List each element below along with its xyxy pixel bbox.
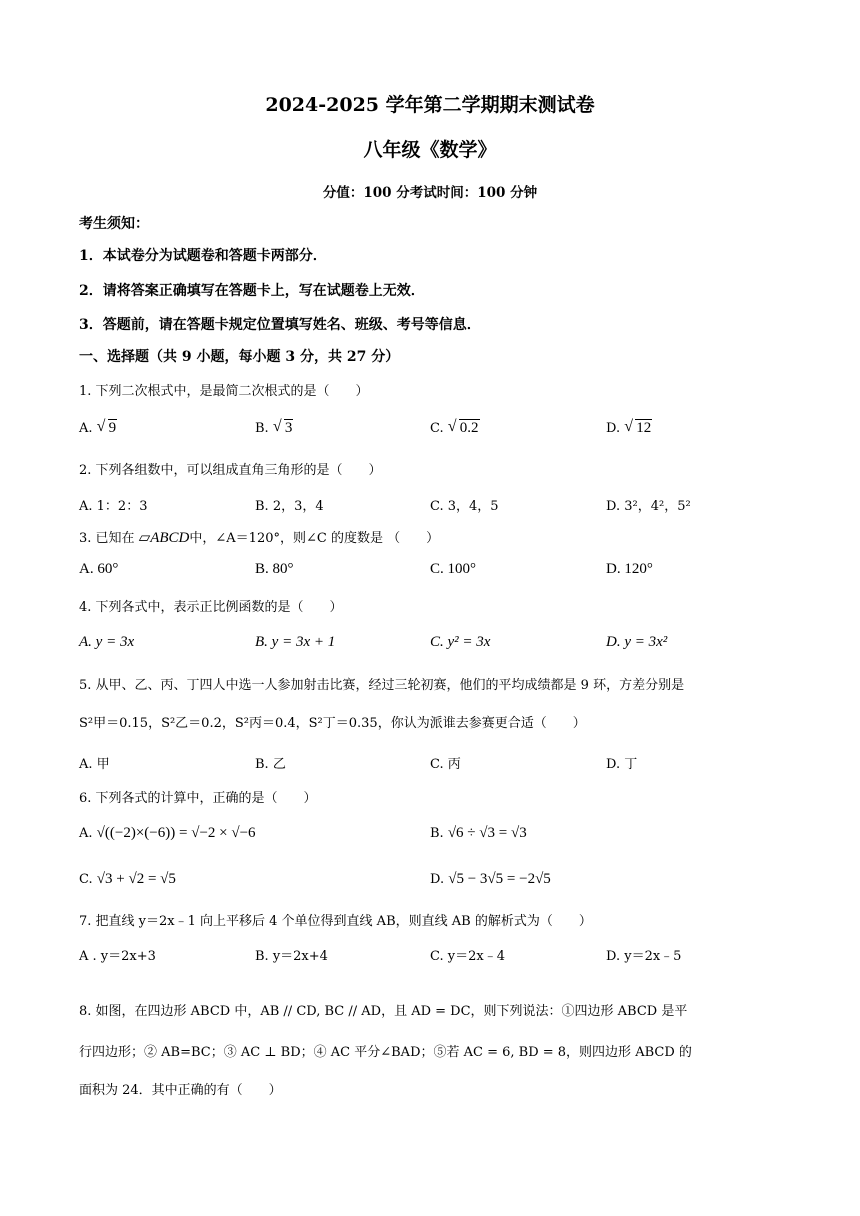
q7-option-a: A . y＝2x+3	[79, 949, 156, 964]
q5-option-c: C. 丙	[430, 757, 461, 772]
notice-item-3: 3．答题前，请在答题卡规定位置填写姓名、班级、考号等信息．	[79, 317, 481, 333]
section-heading: 一、选择题（共 9 小题，每小题 3 分，共 27 分）	[79, 349, 400, 365]
q2-option-c: C. 3，4，5	[430, 499, 499, 514]
q2-option-d: D. 3²，4²，5²	[606, 499, 691, 514]
question-7-stem: 7. 把直线 y＝2x﹣1 向上平移后 4 个单位得到直线 AB，则直线 AB 的解析式为（ ）	[79, 914, 592, 929]
sqrt-symbol: √ 9	[96, 418, 117, 436]
q4-option-b: B. y = 3x + 1	[255, 634, 336, 650]
q4-option-a: A. y = 3x	[79, 634, 135, 650]
q7-option-b: B. y＝2x+4	[255, 949, 328, 964]
q6-option-b: B. √6 ÷ √3 = √3	[430, 825, 527, 841]
q6-option-d: D. √5 − 3√5 = −2√5	[430, 871, 551, 887]
exam-subtitle: 八年级《数学》	[363, 139, 497, 161]
q3-option-a: A. 60°	[79, 561, 119, 577]
q2-option-a: A. 1：2：3	[79, 499, 148, 514]
exam-meta: 分值：100 分考试时间：100 分钟	[322, 185, 538, 201]
question-6-stem: 6. 下列各式的计算中，正确的是（ ）	[79, 791, 317, 806]
question-3-stem: 3. 已知在 ▱ABCD中，∠A＝120°，则∠C 的度数是 （ ）	[79, 530, 440, 546]
question-1-stem: 1. 下列二次根式中，是最简二次根式的是（ ）	[79, 384, 369, 399]
notice-item-1: 1．本试卷分为试题卷和答题卡两部分．	[79, 248, 327, 264]
q3-option-d: D. 120°	[606, 561, 653, 577]
q5-option-d: D. 丁	[606, 757, 638, 772]
question-8-line-1: 8. 如图，在四边形 ABCD 中，AB // CD, BC // AD，且 AD = DC，则下列说法：①四边形 ABCD 是平	[79, 1004, 688, 1019]
q2-option-b: B. 2，3，4	[255, 499, 324, 514]
q1-option-a: A. √ 9	[79, 418, 117, 436]
q6-option-a: A. √((−2)×(−6)) = √−2 × √−6	[79, 825, 256, 841]
q1-option-d: D. √ 12	[606, 418, 652, 436]
notice-item-2: 2．请将答案正确填写在答题卡上，写在试题卷上无效．	[79, 283, 425, 299]
q3-option-c: C. 100°	[430, 561, 477, 577]
parallelogram-abcd: ▱ABCD	[138, 530, 190, 546]
q5-option-a: A. 甲	[79, 757, 110, 772]
q5-option-b: B. 乙	[255, 757, 286, 772]
question-5-stem: 5. 从甲、乙、丙、丁四人中选一人参加射击比赛，经过三轮初赛，他们的平均成绩都是 9 环，方差分别是	[79, 678, 685, 693]
question-8-line-3: 面积为 24．其中正确的有（ ）	[79, 1083, 282, 1098]
question-4-stem: 4. 下列各式中，表示正比例函数的是（ ）	[79, 600, 343, 615]
exam-title: 2024-2025 学年第二学期期末测试卷	[265, 94, 595, 116]
notice-heading: 考生须知：	[79, 216, 149, 232]
q1-option-b: B. √ 3	[255, 418, 293, 436]
q4-option-d: D. y = 3x²	[606, 634, 668, 650]
q1-option-c: C. √ 0.2	[430, 418, 479, 436]
q6-option-c: C. √3 + √2 = √5	[79, 871, 176, 887]
q7-option-c: C. y＝2x﹣4	[430, 949, 505, 964]
question-5-variances: S²甲＝0.15，S²乙＝0.2，S²丙＝0.4，S²丁＝0.35，你认为派谁去参赛更合适（ ）	[79, 716, 586, 731]
q3-option-b: B. 80°	[255, 561, 294, 577]
q4-option-c: C. y² = 3x	[430, 634, 491, 650]
question-2-stem: 2. 下列各组数中，可以组成直角三角形的是（ ）	[79, 463, 382, 478]
question-8-line-2: 行四边形；② AB=BC；③ AC ⊥ BD；④ AC 平分∠BAD；⑤若 AC = 6, BD = 8，则四边形 ABCD 的	[79, 1045, 692, 1060]
q7-option-d: D. y＝2x﹣5	[606, 949, 682, 964]
